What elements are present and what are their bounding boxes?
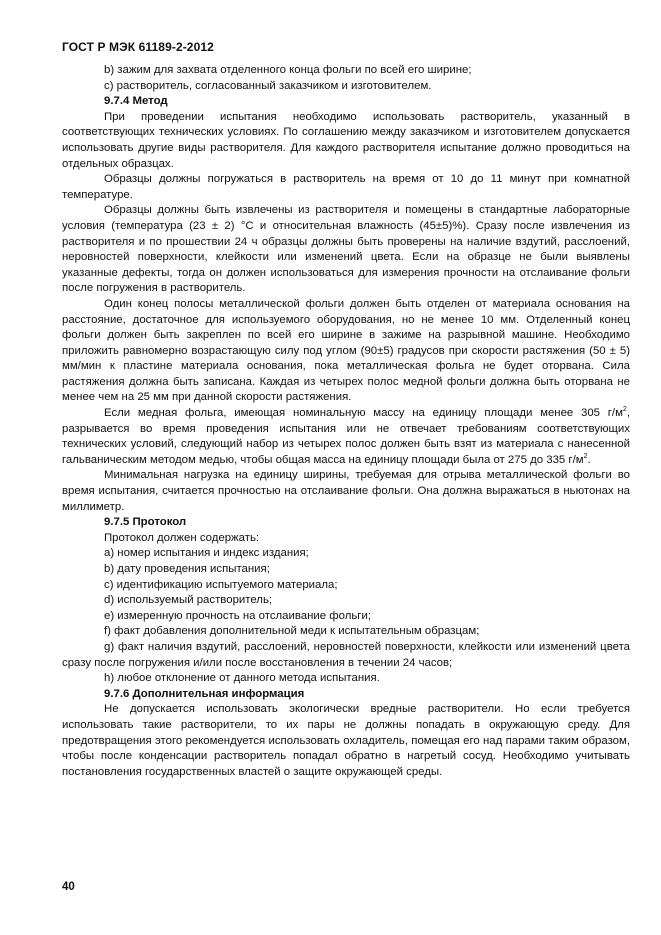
protocol-intro: Протокол должен содержать: [104, 531, 260, 544]
protocol-item-f: f) факт добавления дополнительной меди к испытательным образцам; [104, 625, 480, 638]
document-header-title: ГОСТ Р МЭК 61189-2-2012 [62, 40, 214, 54]
section-heading-method: 9.7.4 Метод [104, 95, 168, 108]
protocol-item-g: g) факт наличия вздутий, расслоений, неровностей поверхности, клейкости или изменений цвета сразу после погружения и/или после восстановления в течении 24 часов; [62, 640, 630, 669]
document-body [62, 63, 630, 780]
protocol-item-a: а) номер испытания и индекс издания; [104, 547, 309, 560]
paragraph-peel-procedure: Один конец полосы металлической фольги должен быть отделен от материала основания на расстояние, достаточное для используемого оборудования, но не менее 10 мм. Отделенный конец фольги должен быть закреплен по всей его ширине в зажиме на разрывной машине. Необходимо приложить равномерно возрастающую силу под углом (90±5) градусов при скорости растяжения (50 ± 5) мм/мин к пластине материала основания, пока металлическая фольга не будет оторвана. Сила растяжения должна быть записана. Каждая из четырех полос медной фольги должна быть оторвана не менее чем на 25 мм при данной скорости растяжения. [62, 297, 630, 404]
protocol-item-c: с) идентификацию испытуемого материала; [104, 578, 338, 591]
superscript-two: 2 [622, 406, 627, 414]
superscript-two: 2 [583, 453, 588, 461]
paragraph-environment: Не допускается использовать экологически вредные растворители. Но если требуется использовать такие растворители, то их пары не должны попадать в окружающую среду. Для предотвращения этого рекомендуется использовать охладитель, помещая его над парами таким образом, чтобы после конденсации растворитель попадал обратно в нагретый сосуд. Необходимо учитывать постановления государственных властей о защите окружающей среды. [62, 703, 630, 778]
protocol-item-d: d) используемый растворитель; [104, 594, 273, 607]
copper-mass-text-c: . [587, 453, 591, 466]
protocol-item-e: е) измеренную прочность на отслаивание фольги; [104, 609, 371, 622]
copper-mass-text-b: , разрывается во время проведения испытания или не отвечает требованиям соответствующих технических условий, следующий набор из четырех полос должен быть взят из материала с нанесенной гальваническим методом медью, чтобы общая масса на единицу площади была от 275 до 335 г/м [62, 407, 630, 466]
paragraph-immersion-time: Образцы должны погружаться в растворитель на время от 10 до 11 минут при комнатной температуре. [62, 173, 630, 201]
copper-mass-text-a: Если медная фольга, имеющая номинальную массу на единицу площади менее 305 г/м [104, 407, 623, 420]
paragraph-min-load: Минимальная нагрузка на единицу ширины, требуемая для отрыва металлической фольги во время испытания, считается прочностью на отслаивание фольги. Она должна выражаться в ньютонах на миллиметр. [62, 469, 630, 513]
protocol-item-b: b) дату проведения испытания; [104, 563, 270, 575]
list-item-clamp: b) зажим для захвата отделенного конца фольги по всей его ширине; [104, 64, 472, 76]
page-number: 40 [62, 881, 75, 893]
paragraph-copper-mass [62, 406, 630, 468]
section-heading-additional-info: 9.7.6 Дополнительная информация [104, 687, 305, 700]
paragraph-solvent-usage: При проведении испытания необходимо использовать растворитель, указанный в соответствующих технических условиях. По соглашению между заказчиком и изготовителем допускается использовать другие виды растворителя. Для каждого растворителя испытание должно проводиться на отдельных образцах. [62, 110, 630, 170]
protocol-item-h: h) любое отклонение от данного метода испытания. [104, 672, 380, 685]
paragraph-conditioning: Образцы должны быть извлечены из растворителя и помещены в стандартные лабораторные условия (температура (23 ± 2) °С и относительная влажность (45±5)%). Сразу после извлечения из растворителя и по прошествии 24 ч образцы должны быть проверены на наличие вздутий, расслоений, неровностей поверхности, клейкости или изменений цвета. Если на образце не были выявлены указанные дефекты, тогда он должен использоваться для измерения прочности на отслаивание фольги после погружения в растворитель. [62, 204, 630, 295]
list-item-solvent: с) растворитель, согласованный заказчиком и изготовителем. [104, 79, 432, 92]
section-heading-protocol: 9.7.5 Протокол [104, 516, 187, 529]
